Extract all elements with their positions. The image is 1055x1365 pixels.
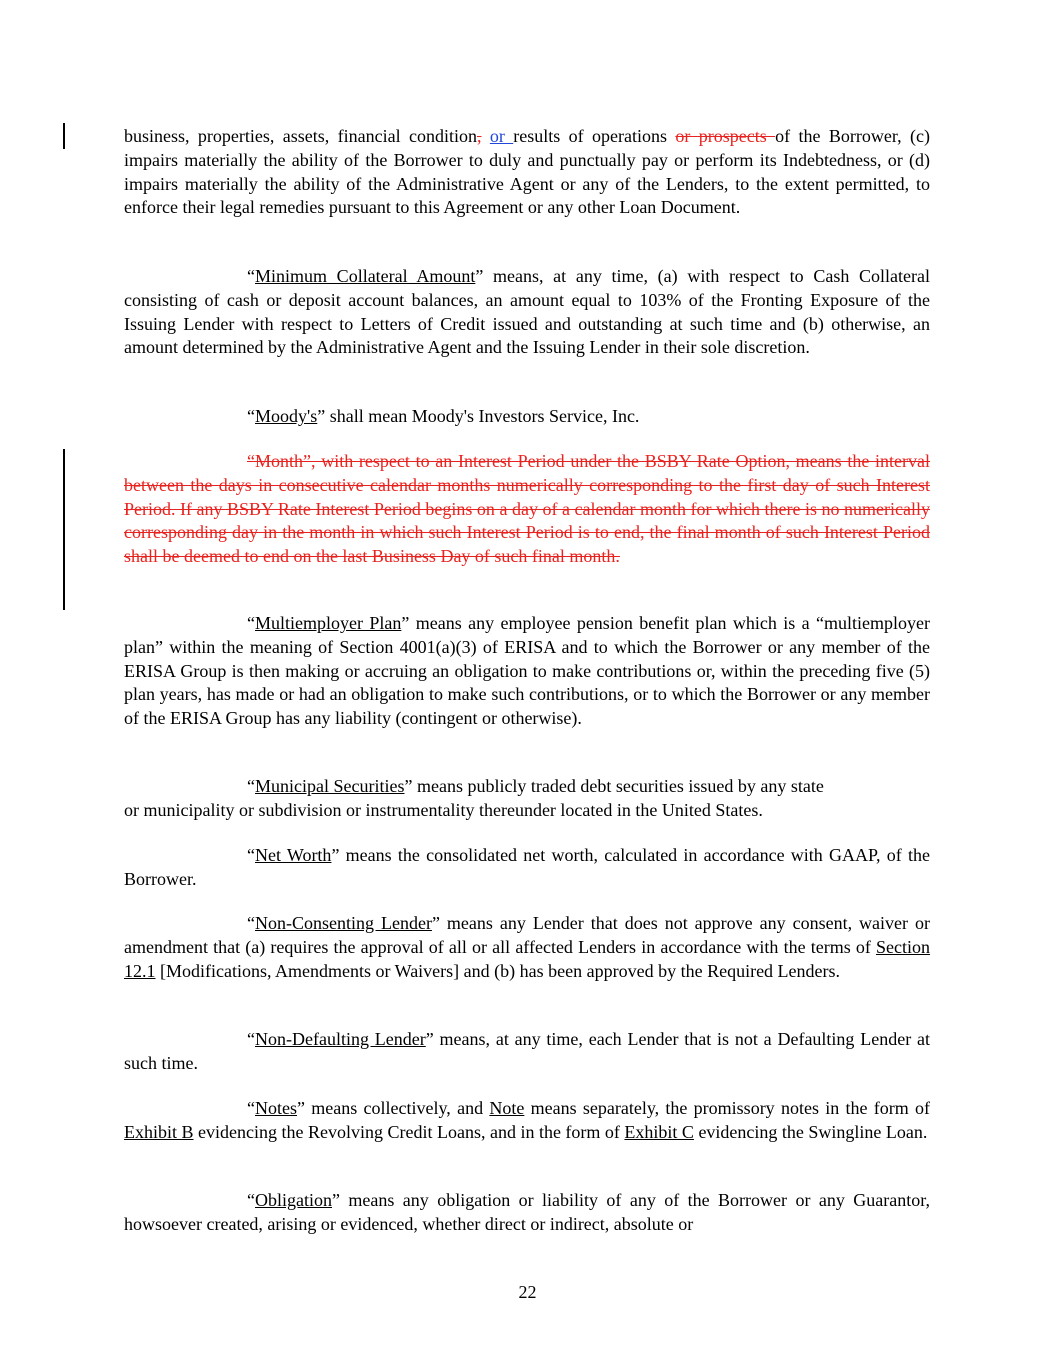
inserted-text: or — [489, 126, 514, 146]
definition-text: ”, with respect to an Interest Period under the BSBY Rate Option, means the interval between the days in consecutive calendar months numerically corresponding to the first day of such Interest Period. If any BSBY Rate Interest Period begins on a day of a calendar month for which there is no numerically corresponding day in the month in which such Interest Period is to end, the final month of such Interest Period shall be deemed to end on the last Business Day of such final month. — [124, 451, 930, 567]
text-run: business, properties, assets, financial condition — [124, 126, 477, 146]
section-reference: Section 12.1 — [124, 936, 930, 981]
definition-text: ” means, at any time, (a) with respect to Cash Collateral consisting of cash or deposit account balances, an amount equal to 103% of the Fronting Exposure of the Issuing Lender with respect to Letters of Credit issued and outstanding at such time and (b) otherwise, an amount determined by the Administrative Agent and the Issuing Lender in their sole discretion. — [124, 266, 930, 358]
definition-text: [Modifications, Amendments or Waivers] and (b) has been approved by the Required Lenders. — [155, 960, 841, 981]
definition-text: evidencing the Swingline Loan. — [693, 1121, 928, 1142]
quote-mark: “ — [247, 266, 255, 286]
definition-text: ” means, at any time, each Lender that is not a Defaulting Lender at such time. — [124, 1029, 930, 1073]
quote-mark: “ — [247, 451, 255, 471]
change-bar — [63, 449, 65, 610]
defined-term: Net Worth — [255, 845, 332, 865]
defined-term: Moody's — [255, 406, 318, 426]
defined-term: Multiemployer Plan — [255, 613, 402, 633]
defined-term: Municipal Securities — [255, 776, 405, 796]
defined-term: Non-Consenting Lender — [255, 913, 432, 933]
definition-text: ” means publicly traded debt securities issued by any state — [404, 776, 824, 796]
quote-mark: “ — [247, 406, 255, 426]
change-bar — [63, 123, 65, 149]
definition-text: means separately, the promissory notes in the form of — [524, 1098, 931, 1118]
defined-term: Note — [489, 1098, 525, 1118]
definition-minimum-collateral-amount — [124, 265, 930, 360]
quote-mark: “ — [247, 1190, 255, 1210]
quote-mark: “ — [247, 776, 255, 796]
text-line — [124, 775, 930, 799]
definition-text: ” shall mean Moody's Investors Service, Inc. — [317, 406, 640, 426]
text-line: or municipality or subdivision or instrumentality thereunder located in the United States. — [124, 799, 763, 820]
text-run: results of operations — [513, 126, 676, 146]
definition-municipal-securities — [124, 775, 930, 823]
definition-non-defaulting-lender — [124, 1028, 930, 1076]
definition-moodys — [124, 405, 930, 429]
definition-text: evidencing the Revolving Credit Loans, and in the form of — [193, 1121, 625, 1142]
definition-text: ” means any employee pension benefit plan which is a “multiemployer plan” within the meaning of Section 4001(a)(3) of ERISA and to which the Borrower or any member of the ERISA Group is then making or accruing an obligation to make contributions or, within the preceding five (5) plan years, has made or had an obligation to make such contributions, or to which the Borrower or any member of the ERISA Group has any liability (contingent or otherwise). — [124, 613, 930, 729]
definition-non-consenting-lender — [124, 912, 930, 983]
definition-text: ” means any obligation or liability of any of the Borrower or any Guarantor, howsoever created, arising or evidenced, whether direct or indirect, absolute or — [124, 1190, 930, 1234]
quote-mark: “ — [247, 1098, 255, 1118]
defined-term: Non-Defaulting Lender — [255, 1029, 426, 1049]
quote-mark: “ — [247, 1029, 255, 1049]
defined-term: Obligation — [255, 1190, 332, 1210]
exhibit-reference: Exhibit B — [124, 1121, 194, 1142]
quote-mark: “ — [247, 913, 255, 933]
defined-term: Minimum Collateral Amount — [255, 266, 476, 286]
exhibit-reference: Exhibit C — [624, 1121, 694, 1142]
definition-multiemployer-plan — [124, 612, 930, 731]
deleted-text: , — [476, 126, 482, 146]
deleted-definition-month — [124, 450, 930, 569]
quote-mark: “ — [247, 613, 255, 633]
quote-mark: “ — [247, 845, 255, 865]
page-number: 22 — [518, 1282, 537, 1302]
defined-term: Month — [255, 451, 304, 471]
text-run: of the Borrower, (c) impairs materially the ability of the Borrower to duly and punctually pay or perform its Indebtedness, or (d) impairs materially the ability of the Administrative Agent or any of the Lenders, to the extent permitted, to enforce their legal remedies pursuant to this Agreement or any other Loan Document. — [124, 126, 931, 218]
text-run — [481, 126, 489, 146]
definition-obligation — [124, 1189, 930, 1237]
definition-text: ” means collectively, and — [297, 1098, 490, 1118]
definition-net-worth — [124, 844, 930, 892]
definition-notes — [124, 1097, 930, 1145]
definition-text: ” means the consolidated net worth, calculated in accordance with GAAP, of the Borrower. — [124, 845, 930, 889]
deleted-text: or prospects — [675, 126, 776, 146]
defined-term: Notes — [255, 1098, 297, 1118]
paragraph-business — [124, 125, 930, 220]
definition-text: ” means any Lender that does not approve any consent, waiver or amendment that (a) requires the approval of all or all affected Lenders in accordance with the terms of — [124, 913, 930, 957]
